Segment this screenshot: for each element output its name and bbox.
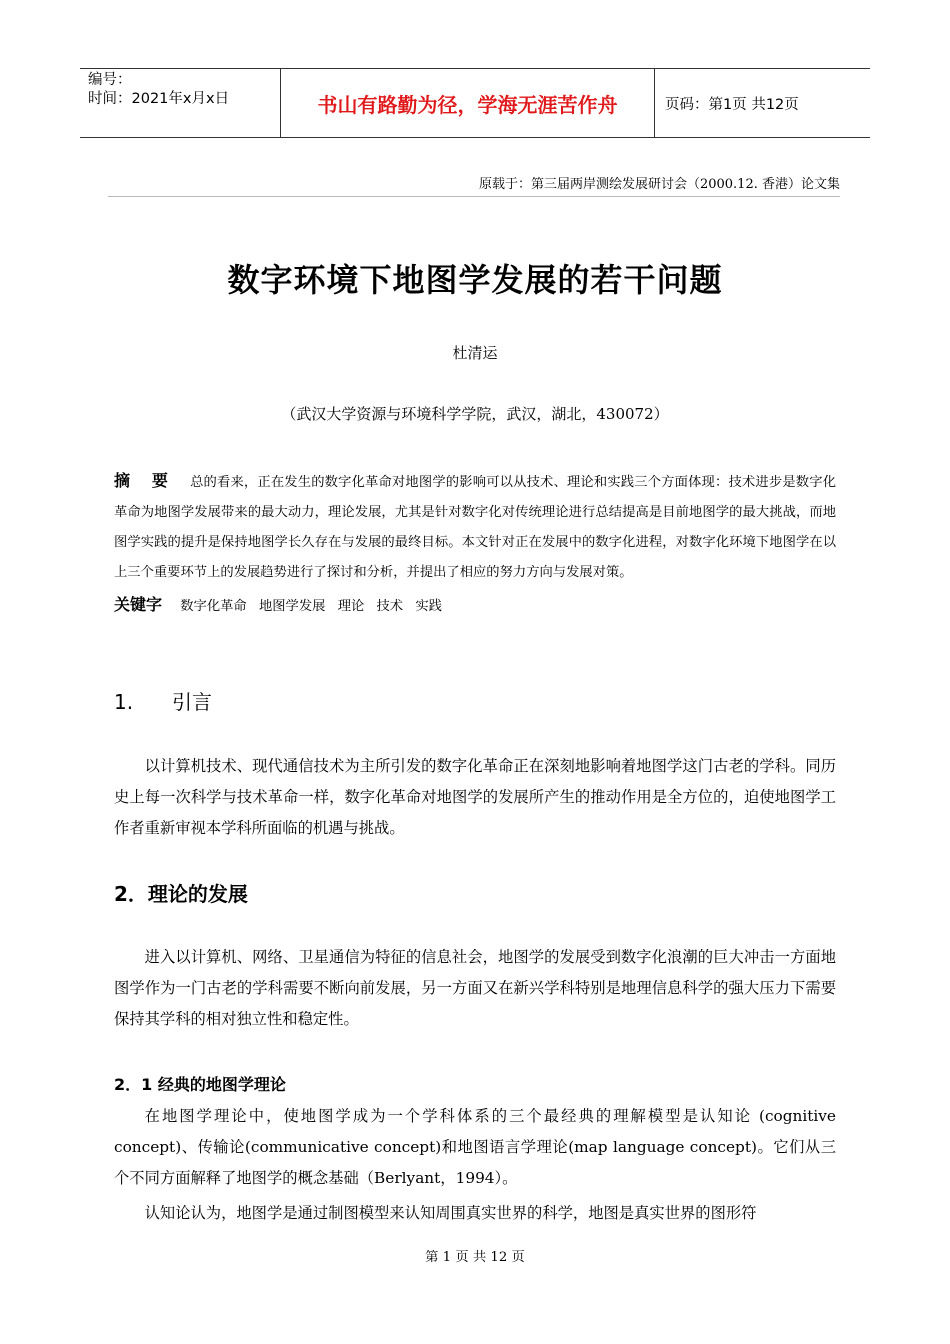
source-note: 原载于：第三届两岸测绘发展研讨会（2000.12. 香港）论文集 — [478, 177, 840, 192]
doc-number-label: 编号： — [88, 72, 132, 88]
section-2-1-heading: 2．1 经典的地图学理论 — [114, 1075, 286, 1094]
header-table — [80, 68, 870, 138]
section-1-paragraph: 以计算机技术、现代通信技术为主所引发的数字化革命正在深刻地影响着地图学这门古老的学科。同历史上每一次科学与技术革命一样，数字化革命对地图学的发展所产生的推动作用是全方位的，迫使地图学工作者重新审视本学科所面临的机遇与挑战。 — [114, 757, 836, 837]
section-2-1-paragraph-1: 在地图学理论中，使地图学成为一个学科体系的三个最经典的理解模型是认知论 (cognitive concept)、传输论(communicative concept)和地图语言学理论(map language concept)。它们从三个不同方面解释了地图学的概念基础（Berlyant，1994）。 — [114, 1107, 836, 1187]
section-2-paragraph: 进入以计算机、网络、卫星通信为特征的信息社会，地图学的发展受到数字化浪潮的巨大冲击一方面地图学作为一门古老的学科需要不断向前发展，另一方面又在新兴学科特别是地理信息科学的强大压力下需要保持其学科的相对独立性和稳定性。 — [114, 948, 836, 1028]
abstract — [114, 466, 836, 588]
page-footer: 第 1 页 共 12 页 — [425, 1250, 525, 1265]
section-1-title: 引言 — [172, 690, 212, 714]
section-2-1-paragraph-2: 认知论认为，地图学是通过制图模型来认知周围真实世界的科学，地图是真实世界的图形符 — [144, 1204, 757, 1222]
header-meta-cell — [80, 69, 280, 137]
keywords — [114, 592, 450, 615]
keyword: 实践 — [415, 599, 442, 614]
keywords-label: 关键字 — [114, 595, 163, 614]
abstract-text: 总的看来，正在发生的数字化革命对地图学的影响可以从技术、理论和实践三个方面体现：技术进步是数字化革命为地图学发展带来的最大动力，理论发展，尤其是针对数字化对传统理论进行总结提高是目前地图学的最大挑战，而地图学实践的提升是保持地图学长久存在与发展的最终目标。本文针对正在发展中的数字化进程，对数字化环境下地图学在以上三个重要环节上的发展趋势进行了探讨和分析，并提出了相应的努力方向与发展对策。 — [114, 475, 836, 580]
source-divider — [108, 196, 840, 197]
paper-author: 杜清运 — [452, 344, 498, 362]
abstract-label: 摘 要 — [114, 471, 177, 490]
keyword: 地图学发展 — [258, 599, 326, 614]
keyword: 理论 — [337, 599, 365, 614]
header-page-info: 页码：第1页 共12页 — [665, 96, 799, 113]
section-1-heading — [114, 686, 212, 715]
author-affiliation: （武汉大学资源与环境科学学院，武汉，湖北，430072） — [281, 405, 669, 423]
section-1-number: 1. — [114, 690, 134, 714]
section-2-heading: 2．理论的发展 — [114, 882, 248, 906]
header-motto: 书山有路勤为径，学海无涯苦作舟 — [280, 69, 655, 137]
doc-time-label: 时间：2021年x月x日 — [88, 91, 230, 107]
keyword: 数字化革命 — [180, 599, 247, 614]
keyword: 技术 — [376, 599, 404, 614]
paper-title: 数字环境下地图学发展的若干问题 — [227, 261, 723, 299]
